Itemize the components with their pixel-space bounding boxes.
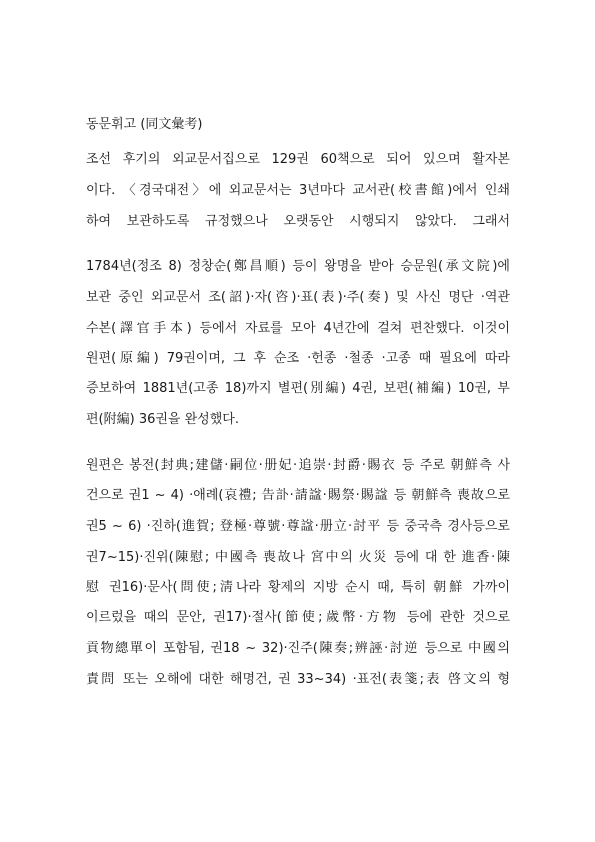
paragraph-2-line: 이르렀을 때의 문안, 권17)·절사(節使;歲幣·方物 등에 관한 것으로 [86, 610, 510, 625]
paragraph-1-line: 보관 중인 외교문서 조(詔)·자(咨)·표(表)·주(奏) 및 사신 명단 ·역관 [86, 290, 510, 305]
paragraph-2-line: 慰 권16)·문사(問使;淸나라 황제의 지방 순시 때, 특히 朝鮮 가까이 [86, 580, 510, 595]
paragraph-1-line: 1784년(정조 8) 정창순(鄭昌順) 등이 왕명을 받아 승문원(承文院)에 [86, 259, 510, 274]
paragraph-1-line: 증보하여 1881년(고종 18)까지 별편(別編) 4권, 보편(補編) 10권, 부 [86, 381, 510, 396]
paragraph-1-line: 원편(原編) 79권이며, 그 후 순조 ·헌종 ·철종 ·고종 때 필요에 따라 [86, 351, 510, 366]
paragraph-2-line: 貢物總單이 포함됨, 권18 ~ 32)·진주(陳奏;辨誣·討逆 등으로 中國의 [86, 641, 510, 656]
paragraph-1-line: 수본(譯官手本) 등에서 자료를 모아 4년간에 걸쳐 편찬했다. 이것이 [86, 321, 510, 336]
paragraph-1-line: 조선 후기의 외교문서집으로 129권 60책으로 되어 있으며 활자본 [86, 152, 510, 167]
paragraph-2-line: 원편은 봉전(封典;建儲·嗣位·册妃·追崇·封爵·賜衣 등 주로 朝鮮측 사 [86, 458, 510, 473]
paragraph-1-line: 이다. 〈경국대전〉에 외교문서는 3년마다 교서관(校書館)에서 인쇄 [86, 183, 510, 198]
paragraph-1-line: 하여 보관하도록 규정했으나 오랫동안 시행되지 않았다. 그래서 [86, 214, 510, 229]
paragraph-2-line: 責問 또는 오해에 대한 해명건, 권 33~34) ·표전(表箋;表 啓文의 형 [86, 672, 510, 687]
paragraph-1-line: 편(附編) 36권을 완성했다. [86, 412, 239, 427]
paragraph-2-line: 권5 ~ 6) ·진하(進賀; 登極·尊號·尊諡·册立·討平 등 중국측 경사등으로 [86, 519, 510, 534]
paragraph-2-line: 건으로 권1 ~ 4) ·애례(哀禮; 告訃·請諡·賜祭·賜諡 등 朝鮮측 喪故으로 [86, 488, 510, 503]
document-title: 동문휘고 (同文彙考) [86, 117, 203, 132]
paragraph-2-line: 권7~15)·진위(陳慰; 中國측 喪故나 宮中의 火災 등에 대 한 進香·陳 [86, 550, 510, 565]
